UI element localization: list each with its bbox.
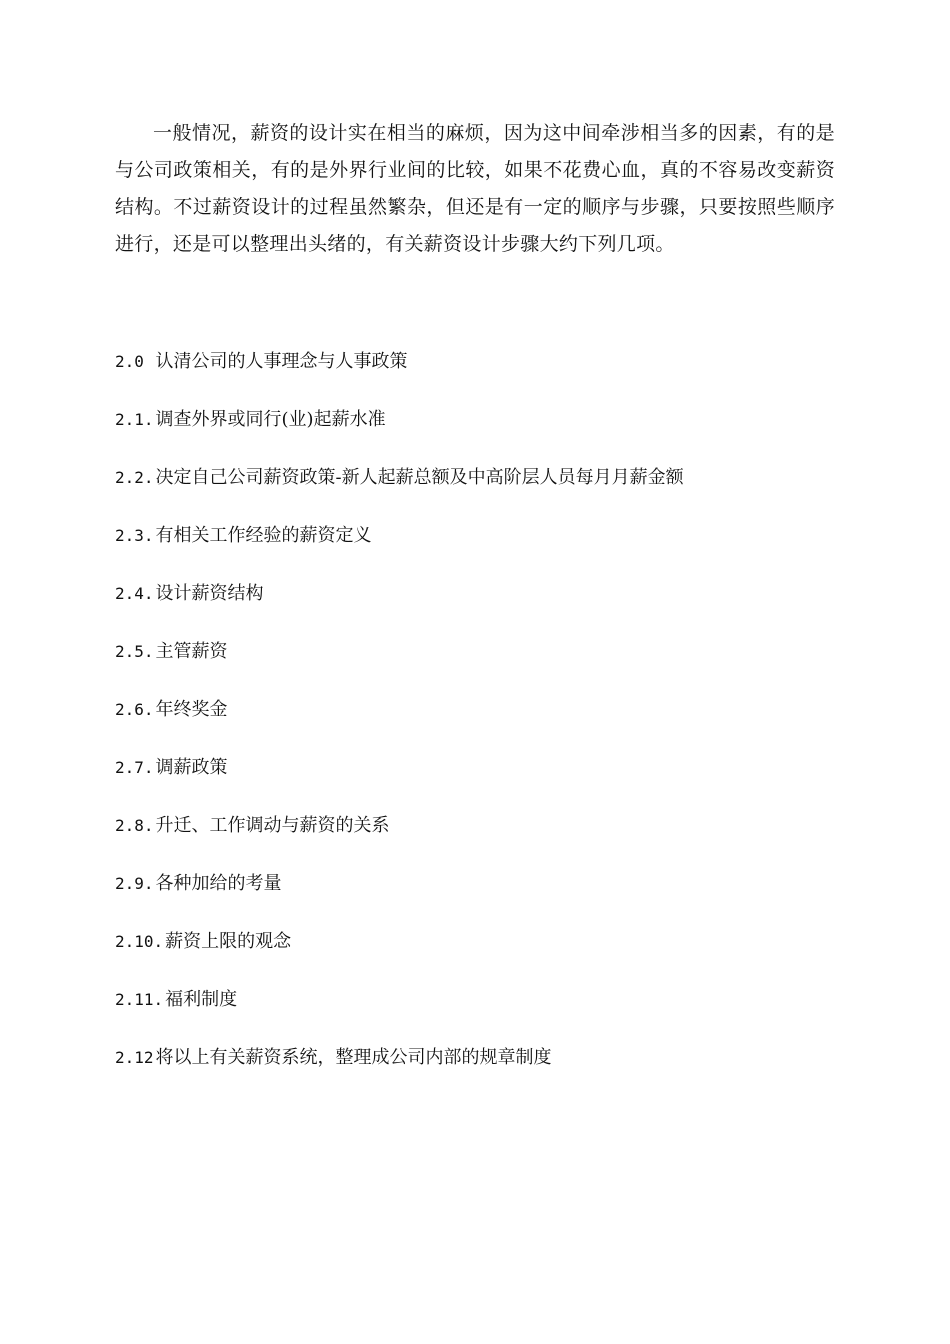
item-number: 2.9. xyxy=(115,874,154,893)
item-text: 各种加给的考量 xyxy=(155,873,282,894)
salary-design-steps-list xyxy=(115,345,835,1099)
item-text: 认清公司的人事理念与人事政策 xyxy=(155,351,408,372)
list-item xyxy=(115,925,835,983)
item-text: 福利制度 xyxy=(165,989,238,1010)
list-item xyxy=(115,635,835,693)
intro-paragraph: 一般情况，薪资的设计实在相当的麻烦，因为这中间牵涉相当多的因素，有的是与公司政策相关，有的是外界行业间的比较，如果不花费心血，真的不容易改变薪资结构。不过薪资设计的过程虽然繁杂，但还是有一定的顺序与步骤，只要按照些顺序进行，还是可以整理出头绪的，有关薪资设计步骤大约下列几项。 xyxy=(115,122,835,255)
item-number: 2.12 xyxy=(115,1048,154,1067)
item-text: 将以上有关薪资系统，整理成公司内部的规章制度 xyxy=(155,1047,552,1068)
list-item xyxy=(115,403,835,461)
item-text: 薪资上限的观念 xyxy=(165,931,292,952)
list-item xyxy=(115,461,835,519)
item-text: 有相关工作经验的薪资定义 xyxy=(155,525,372,546)
item-number: 2.3. xyxy=(115,526,154,545)
item-number: 2.8. xyxy=(115,816,154,835)
item-number: 2.2. xyxy=(115,468,154,487)
item-number: 2.6. xyxy=(115,700,154,719)
list-item xyxy=(115,519,835,577)
item-text: 升迁、工作调动与薪资的关系 xyxy=(155,815,390,836)
list-item xyxy=(115,867,835,925)
list-item xyxy=(115,345,835,403)
list-item xyxy=(115,809,835,867)
item-number: 2.11. xyxy=(115,990,164,1009)
item-number: 2.0 xyxy=(115,352,154,371)
item-number: 2.7. xyxy=(115,758,154,777)
item-text: 决定自己公司薪资政策-新人起薪总额及中高阶层人员每月月薪金额 xyxy=(155,467,684,488)
list-item xyxy=(115,1041,835,1099)
item-number: 2.1. xyxy=(115,410,154,429)
list-item xyxy=(115,983,835,1041)
item-text: 调查外界或同行(业)起薪水准 xyxy=(155,409,386,430)
list-item xyxy=(115,751,835,809)
list-item xyxy=(115,577,835,635)
item-text: 主管薪资 xyxy=(155,641,228,662)
item-text: 调薪政策 xyxy=(155,757,228,778)
item-number: 2.5. xyxy=(115,642,154,661)
item-text: 设计薪资结构 xyxy=(155,583,264,604)
item-number: 2.4. xyxy=(115,584,154,603)
item-text: 年终奖金 xyxy=(155,699,228,720)
item-number: 2.10. xyxy=(115,932,164,951)
list-item xyxy=(115,693,835,751)
